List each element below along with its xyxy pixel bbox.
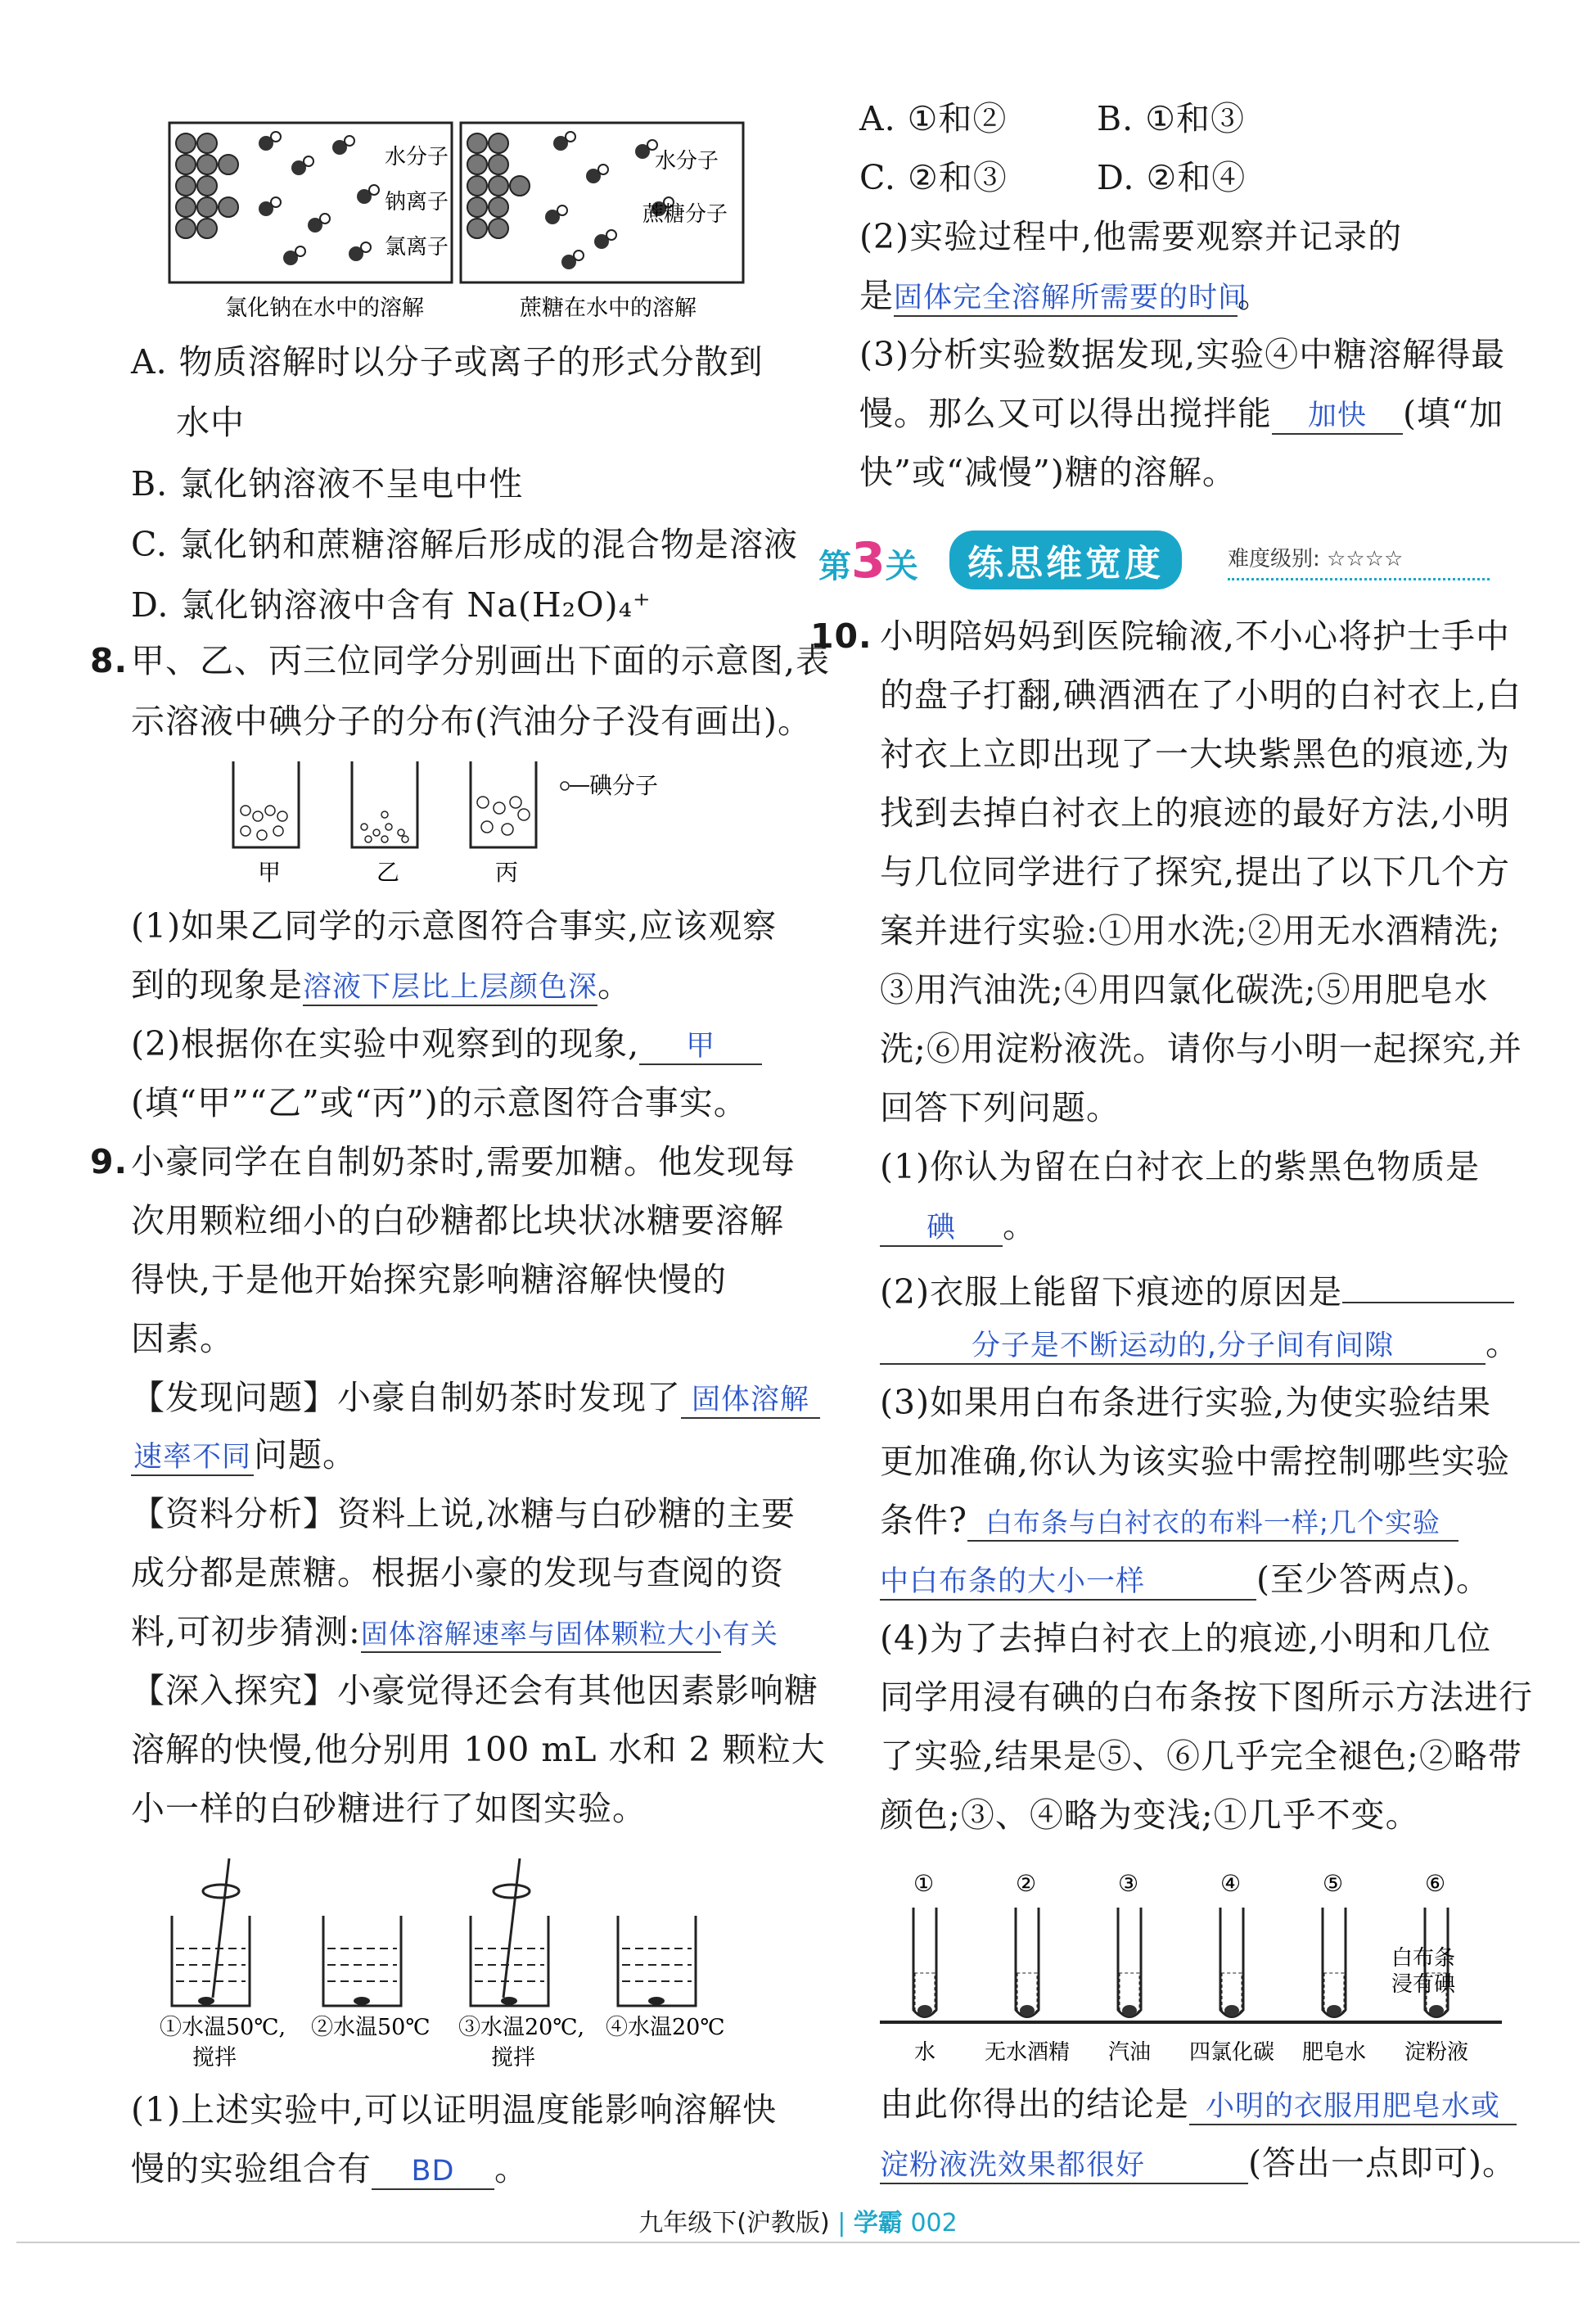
tube-solvent-label: 肥皂水 (1301, 2040, 1367, 2065)
q10-line9: 回答下列问题。 (880, 1088, 1120, 1127)
q10-line4: 找到去掉白衬衣上的痕迹的最好方法,小明 (880, 793, 1511, 833)
tube-solvent-label: 无水酒精 (984, 2040, 1071, 2065)
q10-line2: 的盘子打翻,碘酒洒在了小明的白衬衣上,白 (880, 675, 1522, 715)
q8-line2: 示溶液中碘分子的分布(汽油分子没有画出)。 (131, 702, 812, 741)
q9-line3: 得快,于是他开始探究影响糖溶解快慢的 (131, 1260, 728, 1299)
caption-nacl: 氯化钠在水中的溶解 (225, 296, 424, 321)
q9-part2-line1: (2)实验过程中,他需要观察并记录的 (859, 217, 1403, 256)
exp1-stir: 搅拌 (192, 2045, 237, 2070)
iodine-cloth-strip (1327, 2005, 1341, 2016)
q9-part1-line1: (1)上述实验中,可以证明温度能影响溶解快 (131, 2090, 778, 2129)
q9-number: 9. (90, 1142, 128, 1181)
q8-part2-line2: (填“甲”“乙”或“丙”)的示意图符合事实。 (131, 1083, 748, 1122)
q10-part1-line1: (1)你认为留在白衬衣上的紫黑色物质是 (880, 1147, 1481, 1186)
q10-part1-line2: 碘 。 (880, 1205, 1037, 1247)
q9-data-line2: 成分都是蔗糖。根据小豪的发现与查阅的资 (131, 1553, 784, 1592)
tube-number: ③ (1118, 1870, 1139, 1897)
q10-part2-answer[interactable]: 分子是不断运动的,分子间有间隙 (880, 1325, 1486, 1365)
q9-explore-line2: 溶解的快慢,他分别用 100 mL 水和 2 颗粒大 (131, 1730, 826, 1769)
q9-explore-line1: 【深入探究】小豪觉得还会有其他因素影响糖 (131, 1671, 818, 1710)
q10-part2-line1: (2)衣服上能留下痕迹的原因是 (880, 1264, 1514, 1312)
label-sodium-ion: 钠离子 (385, 190, 449, 214)
page-footer: 九年级下(沪教版) | 学霸 002 (638, 2209, 958, 2238)
q10-line7: ③用汽油洗;④用四氯化碳洗;⑤用肥皂水 (880, 970, 1489, 1009)
q7-option-b: B. 氯化钠溶液不呈电中性 (131, 464, 524, 503)
cloth-label-2: 浸有碘 (1391, 1972, 1456, 1997)
q10-part1-answer[interactable]: 碘 (880, 1208, 1003, 1247)
q10-number: 10. (810, 616, 872, 656)
q7-option-a-cont: 水中 (176, 403, 245, 442)
q10-conclusion-answer-1[interactable]: 小明的衣服用肥皂水或 (1189, 2086, 1517, 2125)
footer-grade: 九年级下(沪教版) (638, 2209, 830, 2238)
tube-number: ① (913, 1870, 935, 1897)
section-title: 练思维宽度 (949, 531, 1182, 589)
q10-part2-line2: 分子是不断运动的,分子间有间隙 。 (880, 1323, 1520, 1365)
q10-part3-answer-1[interactable]: 白布条与白衬衣的布料一样;几个实验 (967, 1502, 1458, 1542)
test-tube-figure (880, 1867, 1518, 2071)
q9-line2: 次用颗粒细小的白砂糖都比块状冰糖要溶解 (131, 1201, 784, 1240)
q10-line1: 小明陪妈妈到医院输液,不小心将护士手中 (880, 616, 1511, 656)
q10-part4-line3: 了实验,结果是⑤、⑥几乎完全褪色;②略带 (880, 1736, 1522, 1776)
level-label: 第3关 (818, 532, 918, 589)
q9-line1: 小豪同学在自制奶茶时,需要加糖。他发现每 (131, 1142, 796, 1181)
iodine-cloth-strip (1429, 2005, 1444, 2016)
tube-number: ② (1016, 1870, 1037, 1897)
q9-option-c: C. ②和③ (859, 158, 1008, 197)
q9-discover-line2: 速率不同问题。 (131, 1434, 357, 1476)
q9-part3-line1: (3)分析实验数据发现,实验④中糖溶解得最 (859, 335, 1506, 374)
q10-part4-line4: 颜色;③、④略为变浅;①几乎不变。 (880, 1795, 1420, 1835)
q10-part3-line4: 中白布条的大小一样 (至少答两点)。 (880, 1560, 1490, 1599)
q9-line4: 因素。 (131, 1319, 234, 1358)
tube-solvent-label: 四氯化碳 (1188, 2040, 1275, 2065)
q8-part2-line1: (2)根据你在实验中观察到的现象, 甲 (131, 1023, 762, 1065)
exp1-label: ①水温50℃, (160, 2015, 286, 2040)
beaker-bing: 丙 (495, 859, 519, 886)
label-water-molecule-2: 水分子 (655, 149, 719, 174)
q9-explore-line3: 小一样的白砂糖进行了如图实验。 (131, 1789, 647, 1828)
tube-number: ④ (1220, 1870, 1242, 1897)
q10-line6: 案并进行实验:①用水洗;②用无水酒精洗; (880, 911, 1501, 951)
q10-conclusion-line1: 由此你得出的结论是 小明的衣服用肥皂水或 (880, 2084, 1517, 2125)
q8-part1-line2: 到的现象是溶液下层比上层颜色深。 (131, 965, 632, 1005)
q8-part1-line1: (1)如果乙同学的示意图符合事实,应该观察 (131, 906, 778, 946)
section-header (818, 524, 1506, 589)
q10-line8: 洗;⑥用淀粉液洗。请你与小明一起探究,并 (880, 1029, 1522, 1068)
q9-part3-line2: 慢。那么又可以得出搅拌能 加快 (填“加 (859, 394, 1504, 433)
q7-option-d: D. 氯化钠溶液中含有 Na(H₂O)₄⁺ (131, 585, 651, 625)
tube-number: ⑥ (1425, 1870, 1446, 1897)
dissolution-figure (168, 119, 790, 332)
iodine-cloth-strip (1122, 2005, 1137, 2016)
exp2-label: ②水温50℃ (311, 2015, 431, 2040)
q9-discover-answer-1[interactable]: 固体溶解 (681, 1380, 820, 1419)
tube-solvent-label: 淀粉液 (1404, 2040, 1469, 2065)
q9-option-d: D. ②和④ (1097, 158, 1247, 197)
q9-part2-answer[interactable]: 固体完全溶解所需要的时间 (894, 278, 1238, 317)
beaker-yi: 乙 (376, 859, 400, 886)
label-sucrose-molecule: 蔗糖分子 (642, 202, 728, 227)
q7-option-c: C. 氯化钠和蔗糖溶解后形成的混合物是溶液 (131, 525, 798, 564)
q7-option-a: A. 物质溶解时以分子或离子的形式分散到 (131, 342, 764, 382)
q10-part2-blank[interactable] (1342, 1264, 1514, 1303)
tube-number: ⑤ (1323, 1870, 1344, 1897)
iodine-beakers-figure (229, 757, 688, 888)
footer-divider (16, 2242, 1580, 2243)
q8-line1: 甲、乙、丙三位同学分别画出下面的示意图,表 (131, 641, 831, 680)
iodine-cloth-strip (1020, 2005, 1035, 2016)
q9-part3-answer[interactable]: 加快 (1272, 395, 1403, 435)
q9-data-line1: 【资料分析】资料上说,冰糖与白砂糖的主要 (131, 1494, 796, 1533)
footer-brand: 学霸 (853, 2209, 903, 2238)
q8-number: 8. (90, 641, 128, 680)
q9-data-line3: 料,可初步猜测:固体溶解速率与固体颗粒大小有关 (131, 1612, 778, 1651)
q10-part3-answer-2[interactable]: 中白布条的大小一样 (880, 1561, 1256, 1601)
beaker-jia: 甲 (258, 859, 282, 886)
cloth-label-1: 白布条 (1391, 1946, 1456, 1971)
exp3-label: ③水温20℃, (458, 2015, 585, 2040)
footer-page-number: 002 (910, 2209, 958, 2238)
q9-hypothesis-answer[interactable]: 固体溶解速率与固体颗粒大小有关 (361, 1614, 721, 1653)
section-divider (1228, 578, 1490, 580)
exp3-stir: 搅拌 (491, 2045, 535, 2070)
q9-discover-line1: 【发现问题】小豪自制奶茶时发现了 固体溶解 (131, 1377, 820, 1419)
q10-line3: 衬衣上立即出现了一大块紫黑色的痕迹,为 (880, 734, 1511, 774)
q10-part4-line2: 同学用浸有碘的白布条按下图所示方法进行 (880, 1678, 1533, 1717)
q10-part3-line3: 条件? 白布条与白衬衣的布料一样;几个实验 (880, 1500, 1458, 1542)
caption-sucrose: 蔗糖在水中的溶解 (520, 296, 697, 321)
q10-line5: 与几位同学进行了探究,提出了以下几个方 (880, 852, 1511, 892)
iodine-legend: 碘分子 (589, 772, 659, 799)
exp4-label: ④水温20℃ (606, 2015, 725, 2040)
q9-part1-line2: 慢的实验组合有 BD 。 (131, 2149, 529, 2188)
q10-part3-line1: (3)如果用白布条进行实验,为使实验结果 (880, 1383, 1492, 1422)
q10-part3-line2: 更加准确,你认为该实验中需控制哪些实验 (880, 1442, 1511, 1481)
tube-solvent-label: 水 (913, 2040, 936, 2065)
tube-solvent-label: 汽油 (1107, 2040, 1152, 2065)
q10-part4-line1: (4)为了去掉白衬衣上的痕迹,小明和几位 (880, 1619, 1492, 1658)
q8-part2-answer[interactable]: 甲 (639, 1026, 762, 1065)
q9-part1-answer[interactable]: BD (372, 2151, 494, 2190)
q9-option-b: B. ①和③ (1097, 99, 1245, 138)
q9-part3-line3: 快”或“减慢”)糖的溶解。 (859, 453, 1237, 492)
label-water-molecule: 水分子 (385, 145, 449, 169)
iodine-cloth-strip (917, 2005, 932, 2016)
q10-conclusion-line2: 淀粉液洗效果都很好 (答出一点即可)。 (880, 2143, 1517, 2183)
q10-conclusion-answer-2[interactable]: 淀粉液洗效果都很好 (880, 2145, 1248, 2184)
q8-part1-answer[interactable]: 溶液下层比上层颜色深 (303, 967, 597, 1006)
q9-option-a: A. ①和② (859, 99, 1008, 138)
q9-part2-line2: 是固体完全溶解所需要的时间。 (859, 276, 1272, 315)
iodine-cloth-strip (1224, 2005, 1239, 2016)
difficulty-rating: 难度级别: ☆☆☆☆ (1228, 547, 1404, 571)
sugar-experiment-figure (156, 1850, 761, 2071)
label-chloride-ion: 氯离子 (385, 235, 449, 260)
q9-discover-answer-2[interactable]: 速率不同 (131, 1437, 254, 1476)
